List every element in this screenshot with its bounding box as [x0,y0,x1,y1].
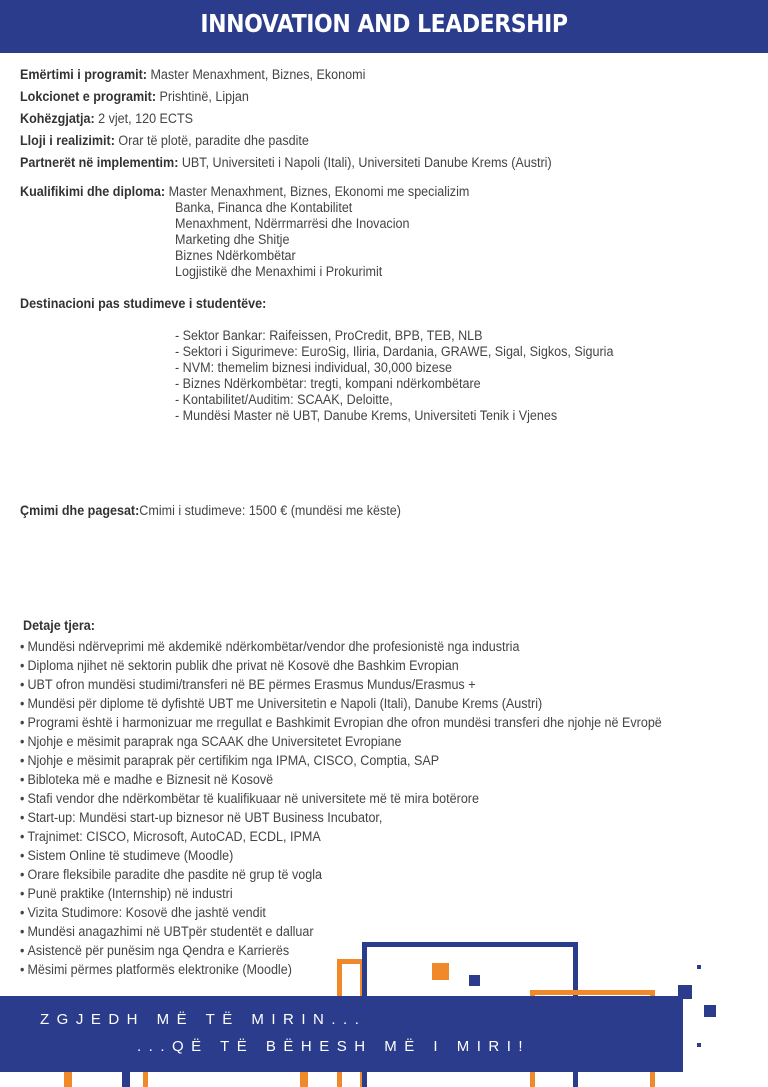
info-program-name [20,67,365,83]
details-item [20,884,233,903]
bullet-dot: • [20,677,25,692]
info-value: Orar të plotë, paradite dhe pasdite [114,133,309,148]
decor-blue-bar [122,1070,130,1087]
details-item-text: Mundësi ndërveprimi më akdemikë ndërkombëtar/vendor dhe profesionistë nga industria [27,639,520,654]
bullet-dot: • [20,772,25,787]
destination-item: - Kontabilitet/Auditim: SCAAK, Deloitte, [175,392,393,407]
info-program-location [20,89,249,105]
bullet-dot: • [20,753,25,768]
page-title: INNOVATION AND LEADERSHIP [200,9,568,38]
info-partners [20,155,552,171]
bullet-dot: • [20,810,25,825]
decor-blue-square [469,975,480,986]
details-item [20,656,459,675]
qualification-item: Biznes Ndërkombëtar [175,248,296,263]
bullet-dot: • [20,658,25,673]
info-label: Lloji i realizimit: [20,133,115,148]
footer-slogan-band [0,996,683,1072]
bullet-dot: • [20,867,25,882]
details-item-text: Punë praktike (Internship) në industri [27,886,233,901]
slogan-line-1: ZGJEDH MË TË MIRIN... [40,1011,367,1028]
bullet-dot: • [20,905,25,920]
decor-blue-square [704,1005,716,1017]
details-item [20,694,542,713]
details-item-text: Vizita Studimore: Kosovë dhe jashtë vendit [27,905,266,920]
decor-orange-bar [143,1070,148,1087]
details-item-text: Bibloteka më e madhe e Biznesit në Kosovë [27,772,274,787]
details-item [20,922,314,941]
info-value: Prishtinë, Lipjan [156,89,249,104]
destination-item: - Sektor Bankar: Raifeissen, ProCredit, BPB, TEB, NLB [175,328,483,343]
bullet-dot: • [20,734,25,749]
destination-label: Destinacioni pas studimeve i studentëve: [20,296,267,311]
bullet-dot: • [20,962,25,977]
decor-orange-square [432,963,449,980]
price-value: Cmimi i studimeve: 1500 € (mundësi me këste) [139,503,401,518]
details-item-text: Asistencë për punësim nga Qendra e Karrierës [27,943,290,958]
details-item [20,903,266,922]
slogan-line-2: ...QË TË BËHESH MË I MIRI! [137,1038,531,1055]
qualification-label: Kualifikimi dhe diploma: [20,184,166,199]
details-item-text: Start-up: Mundësi start-up biznesor në UBT Business Incubator, [27,810,383,825]
price-line [20,503,401,519]
destination-heading [20,296,266,312]
info-label: Partnerët në implementim: [20,155,179,170]
details-heading [23,618,95,634]
details-item-text: Mësimi përmes platformës elektronike (Moodle) [27,962,292,977]
bullet-dot: • [20,848,25,863]
details-item [20,808,382,827]
decor-blue-dot [697,965,701,969]
details-item-text: Mundësi për diplome të dyfishtë UBT me Universitetin e Napoli (Itali), Danube Krems (Austri) [27,696,543,711]
destination-item: - Biznes Ndërkombëtar: tregti, kompani ndërkombëtare [175,376,481,391]
qualification-item: Menaxhment, Ndërrmarrësi dhe Inovacion [175,216,410,231]
qualification-item: Marketing dhe Shitje [175,232,290,247]
bullet-dot: • [20,829,25,844]
bullet-dot: • [20,639,25,654]
info-label: Emërtimi i programit: [20,67,147,82]
details-item [20,865,322,884]
destination-item: - Mundësi Master në UBT, Danube Krems, Universiteti Tenik i Vjenes [175,408,558,423]
details-item [20,713,662,732]
details-item-text: Trajnimet: CISCO, Microsoft, AutoCAD, ECDL, IPMA [27,829,321,844]
decor-orange-bar [300,1070,308,1087]
decor-orange-bar [64,1070,72,1087]
bullet-dot: • [20,696,25,711]
details-item [20,675,476,694]
details-item [20,637,519,656]
details-item-text: Sistem Online të studimeve (Moodle) [27,848,234,863]
price-label: Çmimi dhe pagesat: [20,503,140,518]
info-delivery-type [20,133,309,149]
qualification-item: Logjistikë dhe Menaxhimi i Prokurimit [175,264,383,279]
bullet-dot: • [20,943,25,958]
bullet-dot: • [20,715,25,730]
info-value: 2 vjet, 120 ECTS [94,111,194,126]
bullet-dot: • [20,924,25,939]
qualification-item: Banka, Financa dhe Kontabilitet [175,200,353,215]
details-item-text: UBT ofron mundësi studimi/transferi në BE përmes Erasmus Mundus/Erasmus + [27,677,476,692]
details-item-text: Stafi vendor dhe ndërkombëtar të kualifikuaar në universitete më të mira botërore [27,791,479,806]
info-label: Lokcionet e programit: [20,89,157,104]
header-banner [0,0,768,53]
details-item-text: Orare fleksibile paradite dhe pasdite në grup të vogla [27,867,322,882]
bullet-dot: • [20,886,25,901]
details-item-text: Njohje e mësimit paraprak për certifikim nga IPMA, CISCO, Comptia, SAP [27,753,440,768]
details-label: Detaje tjera: [23,618,95,633]
destination-item: - NVM: themelim biznesi individual, 30,000 bizese [175,360,453,375]
info-value: Master Menaxhment, Biznes, Ekonomi [146,67,366,82]
qualification-heading [20,184,469,200]
details-item-text: Njohje e mësimit paraprak nga SCAAK dhe Universitetet Evropiane [27,734,402,749]
decor-blue-dot [697,1043,701,1047]
bullet-dot: • [20,791,25,806]
details-item-text: Mundësi anagazhimi në UBTpër studentët e dalluar [27,924,314,939]
info-duration [20,111,193,127]
details-item [20,827,321,846]
details-item [20,960,292,979]
details-item [20,846,233,865]
destination-item: - Sektori i Sigurimeve: EuroSig, Iliria, Dardania, GRAWE, Sigal, Sigkos, Siguria [175,344,614,359]
details-item-text: Programi është i harmonizuar me rregullat e Bashkimit Evropian dhe ofron mundësi transferi dhe njohje në Evropë [27,715,662,730]
details-item [20,770,273,789]
details-item [20,789,479,808]
details-item-text: Diploma njihet në sektorin publik dhe privat në Kosovë dhe Bashkim Evropian [27,658,459,673]
details-item [20,732,401,751]
details-item [20,751,439,770]
details-item [20,941,289,960]
qualification-first: Master Menaxhment, Biznes, Ekonomi me specializim [165,184,470,199]
info-value: UBT, Universiteti i Napoli (Itali), Universiteti Danube Krems (Austri) [178,155,552,170]
info-label: Kohëzgjatja: [20,111,95,126]
